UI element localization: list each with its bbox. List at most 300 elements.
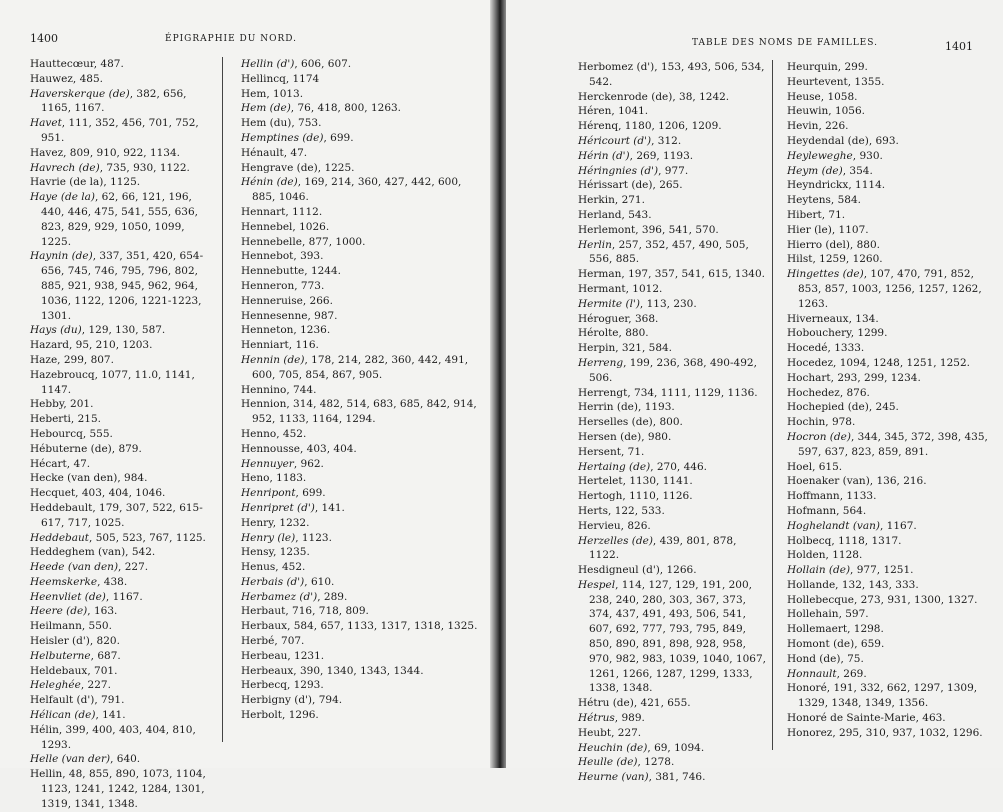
index-entry: Helle (van der), 640. [30, 753, 141, 766]
entry-name: Heuchin (de) [578, 741, 648, 754]
index-entry: Hénault, 47. [241, 146, 308, 159]
entry-refs: 1012. [632, 282, 663, 295]
entry-name: Heldebaux [30, 664, 88, 677]
entry-name: Hennebel [241, 220, 293, 233]
entry-refs: 1133. [846, 490, 877, 503]
index-entry: Heemskerke, 438. [30, 575, 128, 588]
entry-refs: 227. [87, 679, 111, 692]
index-entry: Herbomez (d'), 153, 493, 506, 534, 542. [578, 61, 765, 88]
entry-refs: 245. [875, 401, 899, 414]
entry-refs: 38, 1242. [679, 90, 730, 103]
entry-name: Hélin [30, 723, 59, 736]
entry-name: Hétrus [578, 712, 615, 725]
entry-refs: 877, 1000. [308, 235, 366, 248]
entry-name: Herbigny (d') [241, 694, 313, 707]
entry-refs: 1293. [293, 679, 324, 692]
index-entry: Herbolt, 1296. [241, 709, 319, 722]
entry-name: Hénin (de) [241, 176, 298, 189]
entry-refs: 266. [309, 294, 333, 307]
entry-name: Heno [241, 472, 270, 485]
entry-name: Herbais (d') [241, 575, 305, 588]
entry-refs: 1174 [292, 72, 320, 85]
entry-name: Hennesenne [241, 309, 308, 322]
entry-name: Herbamez (d') [241, 590, 318, 603]
entry-name: Hier (le) [787, 223, 832, 236]
index-entry: Hesdigneul (d'), 1266. [578, 564, 697, 577]
entry-name: Hoghelandt (van) [787, 519, 880, 532]
entry-refs: 71. [627, 445, 645, 458]
entry-refs: 487. [100, 58, 124, 70]
entry-refs: 107, 470, 791, 852, 853, 857, 1003, 1256, 1257, 1262, 1263. [798, 268, 982, 310]
entry-name: Hecke (van den) [30, 472, 118, 485]
entry-name: Herlin [578, 238, 612, 251]
entry-refs: 1298. [853, 623, 884, 636]
index-entry: Hoghelandt (van), 1167. [787, 519, 917, 532]
entry-name: Herbaut [241, 605, 286, 618]
entry-name: Herman [578, 268, 622, 281]
entry-name: Hécart [30, 457, 67, 470]
entry-name: Hollain (de) [787, 564, 851, 577]
index-entry: Herbigny (d'), 794. [241, 694, 343, 707]
index-entry: Hollande, 132, 143, 333. [787, 578, 919, 591]
entry-refs: 48, 855, 890, 1073, 1104, 1123, 1241, 1242, 1284, 1301, 1319, 1341, 1348. [41, 768, 206, 810]
entry-name: Hervieu [578, 519, 621, 532]
index-entry: Havrech (de), 735, 930, 1122. [30, 161, 190, 174]
index-entry: Heurquin, 299. [787, 61, 868, 73]
entry-name: Herbecq [241, 679, 287, 692]
entry-name: Hennino [241, 383, 287, 396]
entry-refs: 116. [295, 339, 319, 352]
entry-name: Herkin [578, 194, 615, 207]
index-entry: Heddebaut, 505, 523, 767, 1125. [30, 531, 206, 544]
index-entry: Honoré, 191, 332, 662, 1297, 1309, 1329, 1348, 1349, 1356. [787, 682, 978, 710]
entry-refs: 381, 746. [655, 771, 706, 784]
entry-name: Herzelles (de) [578, 534, 653, 547]
entry-refs: 69, 1094. [654, 741, 705, 754]
entry-refs: 354. [849, 164, 873, 177]
entry-refs: 1333. [834, 342, 865, 355]
index-entry: Hecke (van den), 984. [30, 472, 148, 485]
entry-refs: 1094, 1248, 1251, 1252. [839, 356, 970, 369]
entry-name: Hennuyer [241, 457, 294, 470]
entry-name: Hauttecœur [30, 58, 94, 70]
entry-refs: 773. [300, 279, 325, 292]
entry-refs: 1180, 1206, 1209. [624, 120, 722, 133]
entry-refs: 1278. [644, 756, 675, 769]
entry-refs: 201. [70, 398, 94, 411]
index-entry: Hollebecque, 273, 931, 1300, 1327. [787, 593, 978, 606]
index-entry: Hochedez, 876. [787, 386, 870, 399]
entry-name: Honorez [787, 726, 833, 739]
entry-name: Hennion [241, 398, 287, 411]
entry-name: Herlemont [578, 223, 636, 236]
entry-refs: 403, 404. [306, 442, 357, 455]
index-entry: Hertogh, 1110, 1126. [578, 490, 693, 503]
index-entry: Holden, 1128. [787, 549, 863, 562]
entry-refs: 1236. [300, 324, 331, 337]
entry-refs: 978. [831, 416, 856, 429]
entry-name: Heddebaut [30, 531, 89, 544]
entry-name: Henneruise [241, 294, 303, 307]
entry-refs: 597. [845, 608, 869, 621]
entry-refs: 987. [314, 309, 338, 322]
index-entry: Hennousse, 403, 404. [241, 442, 357, 455]
entry-name: Heere (de) [30, 605, 88, 618]
entry-name: Henus [241, 561, 276, 574]
entry-name: Helfault (d') [30, 694, 95, 707]
entry-refs: 163. [93, 605, 118, 618]
index-entry: Haverskerque (de), 382, 656, 1165, 1167. [30, 87, 187, 115]
entry-refs: 980. [647, 430, 672, 443]
entry-name: Hénault [241, 146, 284, 159]
index-entry: Herbecq, 1293. [241, 679, 324, 692]
index-entry: Hoenaker (van), 136, 216. [787, 475, 927, 488]
entry-refs: 1130, 1141. [629, 475, 693, 488]
index-entry: Hellin (d'), 606, 607. [241, 58, 352, 70]
entry-name: Haze [30, 353, 58, 366]
entry-refs: 794. [318, 694, 343, 707]
running-head: ÉPIGRAPHIE DU NORD. [165, 34, 297, 44]
entry-name: Hespel [578, 578, 616, 591]
entry-refs: 1125. [110, 176, 141, 189]
entry-refs: 542. [131, 546, 156, 559]
index-entry: Hem (du), 753. [241, 117, 322, 130]
index-entry: Hennion, 314, 482, 514, 683, 685, 842, 914, 952, 1133, 1164, 1294. [241, 398, 477, 426]
entry-name: Héricourt (d') [578, 134, 652, 147]
index-column-left-1 [30, 57, 213, 812]
entry-refs: 1128. [832, 549, 863, 562]
entry-refs: 826. [627, 519, 651, 532]
entry-refs: 227. [617, 726, 642, 739]
entry-name: Heuse [787, 90, 821, 103]
entry-name: Holden [787, 549, 826, 562]
entry-name: Herbé [241, 635, 275, 648]
index-column-left-2 [222, 57, 484, 742]
entry-name: Herbaux [241, 620, 288, 633]
entry-refs: 132, 143, 333. [841, 578, 919, 591]
index-entry: Haze, 299, 807. [30, 353, 114, 366]
index-entry: Hebby, 201. [30, 398, 94, 411]
entry-refs: 295, 310, 937, 1032, 1296. [839, 726, 983, 739]
index-entry: Héren, 1041. [578, 105, 649, 118]
entry-name: Helle (van der) [30, 753, 111, 766]
entry-refs: 880. [856, 238, 880, 251]
entry-name: Heilmann [30, 620, 82, 633]
index-entry: Hollehain, 597. [787, 608, 869, 621]
entry-refs: 1235. [279, 546, 310, 559]
index-entry: Herbaux, 584, 657, 1133, 1317, 1318, 1325. [241, 620, 478, 633]
entry-refs: 403, 404, 1046. [81, 487, 166, 500]
entry-refs: 1110, 1126. [629, 490, 693, 503]
index-entry: Héringnies (d'), 977. [578, 164, 689, 177]
index-entry: Héroguer, 368. [578, 312, 659, 325]
entry-name: Heyleweghe [787, 149, 853, 162]
index-entry: Heldebaux, 701. [30, 664, 118, 677]
entry-refs: 463. [922, 712, 946, 725]
entry-name: Hollehain [787, 608, 839, 621]
entry-name: Henniart [241, 339, 289, 352]
entry-refs: 962. [300, 457, 324, 470]
entry-name: Hennart [241, 205, 286, 218]
entry-refs: 129, 130, 587. [88, 324, 166, 337]
entry-refs: 606, 607. [301, 58, 352, 70]
page-number: 1400 [30, 32, 58, 45]
index-entry: Heyndrickx, 1114. [787, 179, 886, 192]
entry-refs: 62, 66, 121, 196, 440, 446, 475, 541, 555, 636, 823, 829, 929, 1050, 1099, 1225. [41, 191, 198, 248]
index-entry: Henneton, 1236. [241, 324, 331, 337]
entry-name: Havrie (de la) [30, 176, 104, 189]
entry-name: Hoenaker (van) [787, 475, 870, 488]
index-entry: Heuwin, 1056. [787, 105, 865, 118]
entry-name: Herselles (de) [578, 416, 653, 429]
entry-refs: 1167. [112, 590, 143, 603]
index-entry: Hocron (de), 344, 345, 372, 398, 435, 597, 637, 823, 859, 891. [787, 430, 988, 458]
index-entry: Hensy, 1235. [241, 546, 310, 559]
entry-refs: 368. [634, 312, 659, 325]
entry-name: Heenvliet (de) [30, 590, 106, 603]
entry-refs: 1058. [827, 90, 858, 103]
index-entry: Hennebelle, 877, 1000. [241, 235, 366, 248]
entry-name: Henripont [241, 487, 296, 500]
entry-name: Hochedez [787, 386, 840, 399]
entry-refs: 543. [628, 208, 652, 221]
index-entry: Hollain (de), 977, 1251. [787, 564, 914, 577]
index-entry: Hem, 1013. [241, 87, 304, 100]
entry-refs: 141. [321, 501, 345, 514]
right-page [506, 0, 1003, 784]
entry-name: Hierro (del) [787, 238, 850, 251]
index-entry: Hierro (del), 880. [787, 238, 880, 251]
entry-refs: 312. [657, 134, 682, 147]
entry-refs: 1355. [854, 75, 885, 88]
entry-refs: 989. [621, 712, 645, 725]
entry-refs: 47. [73, 457, 91, 470]
entry-refs: 984. [124, 472, 148, 485]
entry-refs: 178, 214, 282, 360, 442, 491, 600, 705, 854, 867, 905. [252, 353, 469, 381]
index-entry: Hébuterne (de), 879. [30, 442, 142, 455]
index-entry: Henry, 1232. [241, 516, 310, 529]
index-entry: Henneruise, 266. [241, 294, 333, 307]
index-entry: Holbecq, 1118, 1317. [787, 534, 902, 547]
entry-refs: 399, 400, 403, 404, 810, 1293. [41, 723, 196, 751]
entry-refs: 1193. [644, 401, 675, 414]
index-entry: Hersent, 71. [578, 445, 645, 458]
entry-name: Helbuterne [30, 649, 91, 662]
index-entry: Hoffmann, 1133. [787, 490, 877, 503]
entry-name: Hocedé [787, 342, 828, 355]
entry-name: Hensy [241, 546, 274, 559]
entry-refs: 122, 533. [614, 504, 665, 517]
entry-name: Heisler (d') [30, 635, 90, 648]
entry-name: Hingettes (de) [787, 268, 864, 281]
entry-refs: 699. [330, 131, 354, 144]
entry-refs: 1183. [276, 472, 307, 485]
index-entry: Hier (le), 1107. [787, 223, 869, 236]
index-entry: Havrie (de la), 1125. [30, 176, 141, 189]
entry-name: Hazard [30, 339, 69, 352]
entry-refs: 1296. [288, 709, 319, 722]
entry-refs: 226. [825, 120, 849, 133]
index-entry: Hecquet, 403, 404, 1046. [30, 487, 166, 500]
entry-name: Herbeaux [241, 664, 294, 677]
entry-name: Hond (de) [787, 652, 841, 665]
index-entry: Heurtevent, 1355. [787, 75, 885, 88]
index-entry: Hérenq, 1180, 1206, 1209. [578, 120, 722, 133]
entry-name: Heede (van den) [30, 561, 119, 574]
index-entry: Heno, 1183. [241, 472, 307, 485]
entry-name: Hétru (de) [578, 697, 634, 710]
entry-name: Hérin (d') [578, 149, 630, 162]
entry-name: Hays (du) [30, 324, 82, 337]
entry-name: Hochart [787, 371, 831, 384]
index-entry: Heleghée, 227. [30, 679, 111, 692]
index-entry: Heulle (de), 1278. [578, 756, 675, 769]
index-entry: Hond (de), 75. [787, 652, 864, 665]
index-entry: Henneron, 773. [241, 279, 325, 292]
entry-refs: 191, 332, 662, 1297, 1309, 1329, 1348, 1349, 1356. [798, 682, 978, 710]
index-entry: Hélican (de), 141. [30, 709, 126, 722]
entry-name: Hérolte [578, 327, 619, 340]
entry-refs: 977, 1251. [856, 564, 914, 577]
entry-refs: 293, 299, 1234. [837, 371, 921, 384]
index-entry: Herselles (de), 800. [578, 416, 683, 429]
index-entry: Hersen (de), 980. [578, 430, 672, 443]
index-entry: Heede (van den), 227. [30, 561, 149, 574]
index-entry: Heytens, 584. [787, 194, 861, 207]
entry-name: Heym (de) [787, 164, 843, 177]
entry-name: Hofmann [787, 504, 837, 517]
index-entry: Havez, 809, 910, 922, 1134. [30, 146, 181, 159]
index-entry: Hermant, 1012. [578, 282, 663, 295]
index-entry: Herlemont, 396, 541, 570. [578, 223, 719, 236]
entry-refs: 314, 482, 514, 683, 685, 842, 914, 952, 1133, 1164, 1294. [252, 398, 477, 426]
entry-refs: 880. [625, 327, 649, 340]
entry-refs: 1112. [292, 205, 323, 218]
entry-name: Hem (de) [241, 102, 291, 115]
entry-refs: 1123. [301, 531, 332, 544]
entry-name: Hennebelle [241, 235, 302, 248]
index-column-right-1 [578, 60, 766, 785]
entry-name: Henno [241, 427, 277, 440]
entry-refs: 1056. [834, 105, 865, 118]
entry-refs: 289. [323, 590, 348, 603]
entry-name: Honoré de Sainte-Marie [787, 712, 916, 725]
index-entry: Heurne (van), 381, 746. [578, 771, 706, 784]
index-entry: Hennart, 1112. [241, 205, 323, 218]
index-entry: Hocedez, 1094, 1248, 1251, 1252. [787, 356, 970, 369]
index-entry: Henus, 452. [241, 561, 306, 574]
entry-name: Haye (de la) [30, 191, 95, 204]
index-entry: Homont (de), 659. [787, 638, 885, 651]
index-entry: Heenvliet (de), 1167. [30, 590, 143, 603]
entry-name: Hem [241, 87, 267, 100]
entry-name: Heyndrickx [787, 179, 849, 192]
entry-name: Haynin (de) [30, 250, 93, 263]
entry-name: Hobouchery [787, 327, 851, 340]
entry-name: Honnault [787, 667, 837, 680]
entry-name: Hertaing (de) [578, 460, 651, 473]
entry-name: Hibert [787, 208, 822, 221]
entry-refs: 269, 1193. [636, 149, 694, 162]
index-entry: Hérolte, 880. [578, 327, 649, 340]
entry-refs: 735, 930, 1122. [106, 161, 190, 174]
entry-name: Hem (du) [241, 117, 292, 130]
index-entry: Hélin, 399, 400, 403, 404, 810, 1293. [30, 723, 196, 751]
entry-name: Hollemaert [787, 623, 848, 636]
entry-refs: 610. [310, 575, 335, 588]
entry-refs: 1225. [324, 161, 355, 174]
entry-refs: 47. [290, 146, 308, 159]
entry-name: Hennousse [241, 442, 300, 455]
entry-name: Hermite (l') [578, 297, 640, 310]
entry-refs: 744. [293, 383, 317, 396]
entry-name: Héringnies (d') [578, 164, 659, 177]
index-entry: Hennebel, 1026. [241, 220, 330, 233]
entry-name: Heubt [578, 726, 612, 739]
index-entry: Hazebroucq, 1077, 11.0, 1141, 1147. [30, 368, 195, 396]
entry-name: Heurtevent [787, 75, 848, 88]
entry-name: Henripret (d') [241, 501, 315, 514]
entry-name: Hertogh [578, 490, 623, 503]
entry-name: Hochin [787, 416, 826, 429]
index-entry: Havet, 111, 352, 456, 701, 752, 951. [30, 117, 199, 144]
entry-refs: 269. [843, 667, 867, 680]
index-entry: Hermite (l'), 113, 230. [578, 297, 697, 310]
entry-refs: 1299. [857, 327, 888, 340]
entry-refs: 753. [298, 117, 322, 130]
entry-name: Hebby [30, 398, 64, 411]
entry-refs: 820. [96, 635, 120, 648]
entry-name: Hilst [787, 253, 813, 266]
index-entry: Heyleweghe, 930. [787, 149, 883, 162]
entry-refs: 439, 801, 878, 1122. [589, 534, 737, 562]
entry-name: Héren [578, 105, 612, 118]
entry-refs: 390, 1340, 1343, 1344. [299, 664, 424, 677]
entry-refs: 1118, 1317. [838, 534, 902, 547]
index-entry: Hingettes (de), 107, 470, 791, 852, 853, 857, 1003, 1256, 1257, 1262, 1263. [787, 268, 982, 310]
index-entry: Herman, 197, 357, 541, 615, 1340. [578, 268, 765, 281]
entry-name: Havez [30, 146, 64, 159]
index-entry: Heydendal (de), 693. [787, 134, 899, 147]
entry-refs: 153, 493, 506, 534, 542. [589, 61, 765, 88]
index-entry: Herpin, 321, 584. [578, 342, 673, 355]
index-entry: Herzelles (de), 439, 801, 878, 1122. [578, 534, 737, 562]
entry-refs: 615. [818, 460, 843, 473]
entry-name: Hecquet [30, 487, 76, 500]
entry-name: Hengrave (de) [241, 161, 318, 174]
index-entry: Hertaing (de), 270, 446. [578, 460, 707, 473]
entry-refs: 452. [282, 427, 307, 440]
entry-name: Hevin [787, 120, 819, 133]
index-entry: Hazard, 95, 210, 1203. [30, 339, 153, 352]
index-entry: Honnault, 269. [787, 667, 867, 680]
entry-refs: 659. [860, 638, 885, 651]
index-entry: Herlin, 257, 352, 457, 490, 505, 556, 885. [578, 238, 749, 266]
entry-name: Hellincq [241, 72, 286, 85]
entry-name: Hertelet [578, 475, 623, 488]
entry-refs: 1231. [294, 649, 325, 662]
entry-refs: 321, 584. [621, 342, 673, 355]
entry-refs: 113, 230. [646, 297, 697, 310]
entry-refs: 1244. [310, 265, 341, 278]
index-entry: Heddebault, 179, 307, 522, 615-617, 717, 1025. [30, 501, 203, 529]
entry-name: Hersen (de) [578, 430, 642, 443]
entry-name: Hauwez [30, 72, 73, 85]
entry-name: Hennebutte [241, 265, 305, 278]
index-entry: Hofmann, 564. [787, 504, 867, 517]
index-entry: Hennebot, 393. [241, 250, 324, 263]
index-entry: Hennino, 744. [241, 383, 317, 396]
